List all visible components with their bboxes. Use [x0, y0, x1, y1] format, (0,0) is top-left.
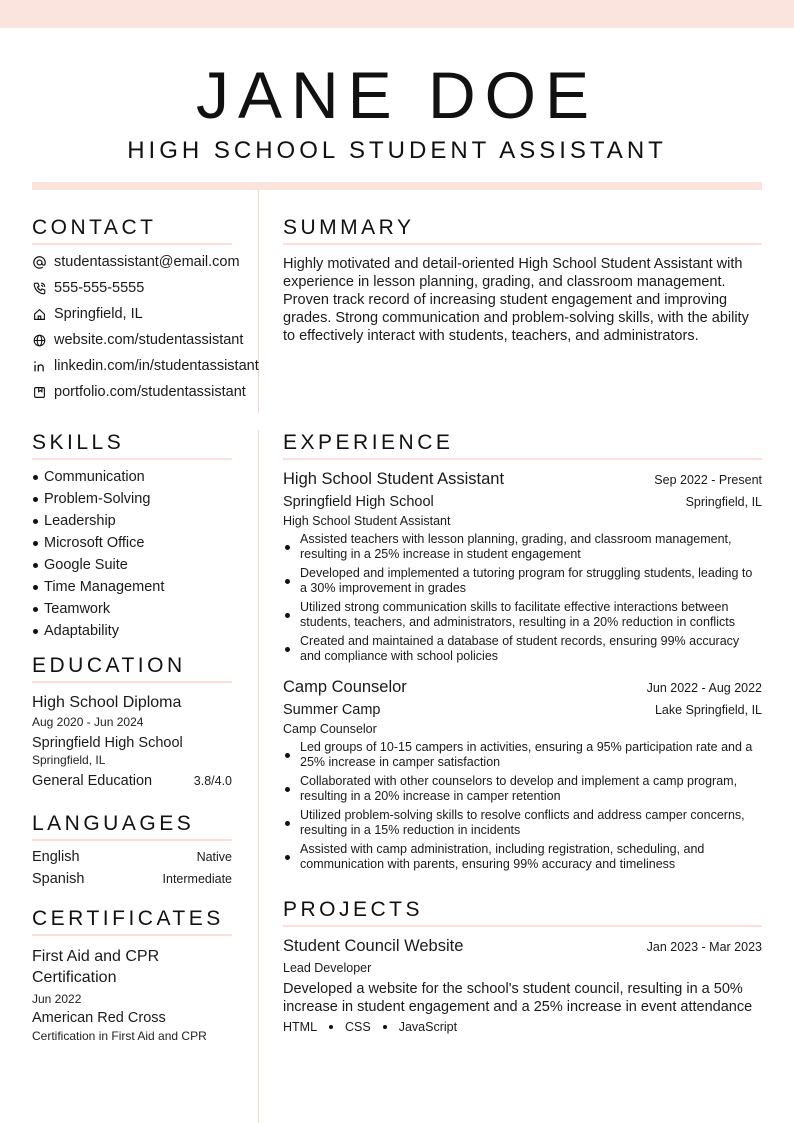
job-title: High School Student Assistant: [283, 470, 505, 488]
contact-phone[interactable]: [32, 275, 264, 301]
education-school: Springfield High School: [32, 735, 183, 751]
job-header-row: [283, 470, 762, 489]
bullet-item: Utilized problem-solving skills to resolve conflicts and address camper concerns, resulting in a 15% reduction in incidents: [283, 808, 762, 838]
project-dates: Jan 2023 - Mar 2023: [646, 940, 762, 954]
certificate-issuer: American Red Cross: [32, 1010, 166, 1026]
job-role: High School Student Assistant: [283, 514, 451, 528]
skill-item: Problem-Solving: [32, 488, 232, 510]
tech-separator: [383, 1025, 387, 1029]
bullet-item: Assisted with camp administration, including registration, scheduling, and communication with parents, ensuring 99% accuracy and timeliness: [283, 842, 762, 872]
language-level: Intermediate: [162, 872, 232, 886]
job-bullets: [283, 740, 762, 872]
skills-list: [32, 466, 232, 642]
language-row: [32, 846, 232, 868]
project-tech-list: [283, 1020, 762, 1034]
job-organization: Springfield High School: [283, 494, 434, 510]
contact-linkedin[interactable]: [32, 353, 264, 379]
job-org-row: [283, 702, 762, 718]
education-section: [32, 655, 232, 789]
certificate-description: Certification in First Aid and CPR: [32, 1029, 207, 1043]
education-location: Springfield, IL: [32, 753, 106, 767]
language-name: Spanish: [32, 871, 85, 887]
languages-heading: LANGUAGES: [32, 813, 232, 841]
language-level: Native: [196, 850, 232, 864]
skill-item: Microsoft Office: [32, 532, 232, 554]
job-dates: Jun 2022 - Aug 2022: [646, 681, 762, 695]
summary-heading: SUMMARY: [283, 217, 762, 245]
job-dates: Sep 2022 - Present: [654, 473, 762, 487]
project-role: Lead Developer: [283, 961, 372, 975]
at-icon: [32, 255, 46, 269]
skill-item: Time Management: [32, 576, 232, 598]
job-organization: Summer Camp: [283, 702, 381, 718]
top-accent-band: [0, 0, 794, 28]
certificate-date: Jun 2022: [32, 992, 82, 1006]
skill-item: Adaptability: [32, 620, 232, 642]
project-header-row: [283, 937, 762, 956]
skill-item: Teamwork: [32, 598, 232, 620]
linkedin-icon: [32, 359, 46, 373]
languages-list: [32, 846, 232, 890]
contact-portfolio[interactable]: [32, 379, 264, 405]
job-location: Lake Springfield, IL: [654, 703, 762, 717]
education-gpa: 3.8/4.0: [193, 774, 232, 788]
contact-email[interactable]: [32, 249, 264, 275]
skill-item: Communication: [32, 466, 232, 488]
contact-heading: CONTACT: [32, 217, 232, 245]
certificates-section: [32, 908, 232, 1043]
job-entry: [283, 678, 762, 872]
bullet-item: Utilized strong communication skills to facilitate effective interactions between students, teachers, and administrators, resulting in a 20% reduction in conflicts: [283, 600, 762, 630]
contact-section: [32, 217, 264, 405]
job-bullets: [283, 532, 762, 664]
contact-phone-text: 555-555-5555: [54, 280, 145, 296]
contact-list: [32, 249, 264, 405]
education-degree: High School Diploma: [32, 694, 182, 711]
contact-location: [32, 301, 264, 327]
bullet-item: Collaborated with other counselors to develop and implement a camp program, resulting in a 20% increase in camper retention: [283, 774, 762, 804]
job-header-row: [283, 678, 762, 697]
bullet-item: Developed and implemented a tutoring program for struggling students, leading to a 30% improvement in grades: [283, 566, 762, 596]
education-field: General Education: [32, 773, 153, 789]
summary-text: Highly motivated and detail-oriented High School Student Assistant with experience in lesson planning, grading, and classroom management. Proven track record of increasing student engagement and improving grades. Strong communication and problem-solving skills, with the ability to effectively interact with students, teachers, and administrators.: [283, 256, 749, 344]
candidate-name: JANE DOE: [195, 58, 599, 132]
home-icon: [32, 307, 46, 321]
skill-item: Leadership: [32, 510, 232, 532]
tech-item: CSS: [345, 1020, 371, 1034]
languages-section: [32, 813, 232, 890]
skills-heading: SKILLS: [32, 432, 232, 460]
education-heading: EDUCATION: [32, 655, 232, 683]
education-field-row: [32, 773, 232, 789]
column-divider-bottom: [258, 430, 259, 1123]
contact-email-text: studentassistant@email.com: [54, 254, 240, 270]
bullet-item: Created and maintained a database of student records, ensuring 99% accuracy and compliance with school policies: [283, 634, 762, 664]
bullet-item: Assisted teachers with lesson planning, grading, and classroom management, resulting in a 25% increase in student engagement: [283, 532, 762, 562]
certificates-heading: CERTIFICATES: [32, 908, 232, 936]
certificate-name: First Aid and CPR Certification: [32, 948, 160, 986]
experience-heading: EXPERIENCE: [283, 432, 762, 460]
contact-website[interactable]: [32, 327, 264, 353]
skill-item: Google Suite: [32, 554, 232, 576]
skills-section: [32, 432, 232, 642]
projects-heading: PROJECTS: [283, 899, 762, 927]
job-location: Springfield, IL: [685, 495, 762, 509]
contact-location-text: Springfield, IL: [54, 306, 143, 322]
experience-section: [283, 432, 762, 876]
portfolio-icon: [32, 385, 46, 399]
contact-portfolio-text: portfolio.com/studentassistant: [54, 384, 246, 400]
contact-linkedin-text: linkedin.com/in/studentassistant: [54, 358, 259, 374]
job-role: Camp Counselor: [283, 722, 377, 736]
job-entry: [283, 470, 762, 664]
phone-icon: [32, 281, 46, 295]
education-dates: Aug 2020 - Jun 2024: [32, 715, 144, 729]
tech-separator: [329, 1025, 333, 1029]
language-name: English: [32, 849, 80, 865]
tech-item: HTML: [283, 1020, 318, 1034]
candidate-title: HIGH SCHOOL STUDENT ASSISTANT: [127, 137, 667, 164]
globe-icon: [32, 333, 46, 347]
project-description: Developed a website for the school's student council, resulting in a 50% increase in student engagement and a 25% increase in event attendance: [283, 981, 753, 1015]
job-title: Camp Counselor: [283, 678, 407, 696]
bullet-item: Led groups of 10-15 campers in activities, ensuring a 95% participation rate and a 25% increase in camper satisfaction: [283, 740, 762, 770]
summary-section: [283, 217, 762, 345]
projects-section: [283, 899, 762, 1034]
project-title: Student Council Website: [283, 937, 464, 955]
job-org-row: [283, 494, 762, 510]
language-row: [32, 868, 232, 890]
contact-website-text: website.com/studentassistant: [54, 332, 244, 348]
header-divider: [32, 182, 762, 190]
tech-item: JavaScript: [398, 1020, 458, 1034]
